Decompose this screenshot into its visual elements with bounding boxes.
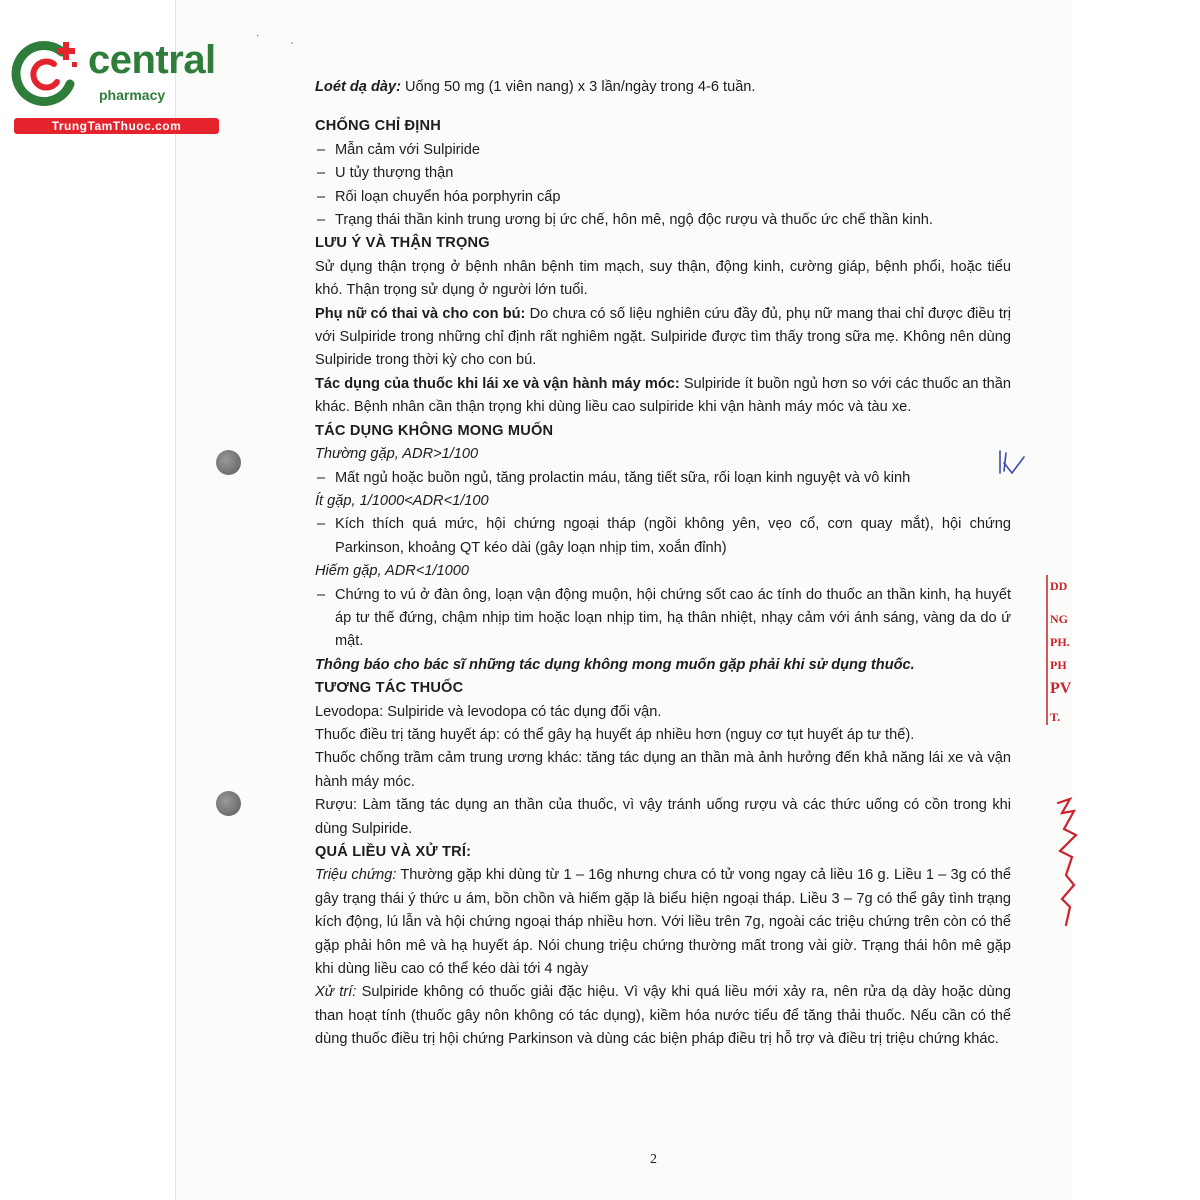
punch-hole	[216, 450, 241, 475]
brand-logo	[10, 38, 215, 138]
adverse-rare-label: Hiếm gặp, ADR<1/1000	[315, 563, 469, 580]
contraindication-item: – Mẫn cảm với Sulpiride	[315, 139, 1011, 162]
stamp-text: PH	[1050, 658, 1067, 672]
adverse-common-label: Thường gặp, ADR>1/100	[315, 446, 479, 463]
logo-name: central	[88, 38, 216, 82]
speck: ·	[256, 30, 260, 41]
overdose-symptoms-paragraph	[315, 864, 1011, 981]
speck: ˏ	[290, 34, 294, 45]
driving-text: Sulpiride ít buồn ngủ hơn so với các thuốc an thần khác. Bệnh nhân cần thận trọng khi dùng liều cao sulpiride khi vận hành máy móc và tàu xe.	[315, 375, 1011, 416]
dosage-text: Uống 50 mg (1 viên nang) x 3 lần/ngày trong 4-6 tuần.	[400, 79, 756, 95]
interactions-heading: TƯƠNG TÁC THUỐC	[315, 680, 464, 697]
adverse-uncommon-item: – Kích thích quá mức, hội chứng ngoại tháp (ngồi không yên, vẹo cổ, cơn quay mắt), hội chứng Parkinson, khoảng QT kéo dài (gây loạn nhịp tim, xoắn đỉnh)	[315, 513, 1011, 560]
stamp-text: NG	[1050, 612, 1068, 626]
contraindications-heading: CHỐNG CHỈ ĐỊNH	[315, 118, 442, 135]
contraindication-item: – Trạng thái thần kinh trung ương bị ức chế, hôn mê, ngộ độc rượu và thuốc ức chế thần kinh.	[315, 209, 1011, 232]
central-pharmacy-logo-icon	[10, 38, 86, 110]
stamp-text: T.	[1050, 710, 1061, 724]
interaction-line: Rượu: Làm tăng tác dụng an thần của thuốc, vì vậy tránh uống rượu và các thức uống có cồn trong khi dùng Sulpiride.	[315, 797, 1011, 837]
right-margin	[1072, 0, 1200, 1200]
overdose-treatment-label: Xử trí:	[315, 984, 357, 1001]
handwritten-initials-icon	[994, 447, 1028, 479]
precautions-heading: LƯU Ý VÀ THẬN TRỌNG	[315, 235, 490, 252]
logo-url: TrungTamThuoc.com	[14, 118, 219, 134]
pregnancy-paragraph	[315, 303, 1011, 373]
interaction-line: Thuốc chống trầm cảm trung ương khác: tăng tác dụng an thần mà ảnh hưởng đến khả năng lái xe và vận hành máy móc.	[315, 750, 1011, 790]
driving-paragraph	[315, 373, 1011, 420]
overdose-symptoms-label: Triệu chứng:	[315, 867, 397, 884]
adverse-heading: TÁC DỤNG KHÔNG MONG MUỐN	[315, 422, 554, 439]
adverse-rare-item: – Chứng to vú ở đàn ông, loạn vận động muộn, hội chứng sốt cao ác tính do thuốc an thần kinh, hạ huyết áp tư thế đứng, chậm nhịp tim hoặc loạn nhịp tim, hạ thân nhiệt, nhạy cảm với ánh sáng, vàng da do ứ mật.	[315, 584, 1011, 654]
left-margin	[0, 0, 176, 1200]
pregnancy-label: Phụ nữ có thai và cho con bú:	[315, 305, 526, 322]
adverse-uncommon-label: Ít gặp, 1/1000<ADR<1/100	[315, 492, 489, 509]
overdose-treatment-text: Sulpiride không có thuốc giải đặc hiệu. Vì vậy khi quá liều mới xảy ra, nên rửa dạ dày hoặc dùng than hoạt tính (thuốc gây nôn không có tác dụng), kiềm hóa nước tiểu để tăng thải thuốc. Nếu cần có thể dùng thuốc điều trị hội chứng Parkinson và dùng các biện pháp điều trị hỗ trợ và điều trị triệu chứng khác.	[315, 984, 1011, 1048]
logo-subtitle: pharmacy	[99, 87, 166, 103]
dosage-paragraph	[315, 76, 1011, 99]
pregnancy-text: Do chưa có số liệu nghiên cứu đầy đủ, phụ nữ mang thai chỉ được điều trị với Sulpiride trong những chỉ định rất nghiêm ngặt. Sulpiride được tìm thấy trong sữa mẹ. Không nên dùng Sulpiride trong thời kỳ cho con bú.	[315, 305, 1011, 369]
interaction-line: Thuốc điều trị tăng huyết áp: có thể gây hạ huyết áp nhiều hơn (nguy cơ tụt huyết áp tư thế).	[315, 726, 915, 743]
page-number: 2	[650, 1152, 657, 1167]
adverse-common-item: – Mất ngủ hoặc buồn ngủ, tăng prolactin máu, tăng tiết sữa, rối loạn kinh nguyệt và vô kinh	[315, 467, 1011, 490]
dosage-label: Loét dạ dày:	[315, 79, 401, 95]
overdose-symptoms-text: Thường gặp khi dùng từ 1 – 16g nhưng chưa có tử vong ngay cả liều 16 g. Liều 1 – 3g có thể gây trạng thái ý thức u ám, bồn chồn và hiếm gặp là biểu hiện ngoại tháp. Liều 3 – 7g có thể gây tình trạng kích động, lú lẫn và hội chứng ngoại tháp nhiều hơn. Với liều trên 7g, ngoài các triệu chứng trên còn có thể gặp phải hôn mê và hạ huyết áp. Nói chung triệu chứng thường mất trong vài giờ. Trạng thái hôn mê gặp khi dùng liều cao có thể kéo dài tới 4 ngày	[315, 867, 1011, 978]
driving-label: Tác dụng của thuốc khi lái xe và vận hành máy móc:	[315, 375, 680, 392]
stamp-text: PV	[1050, 680, 1072, 697]
stamp-fragment	[1050, 575, 1071, 729]
precautions-intro: Sử dụng thận trọng ở bệnh nhân bệnh tim mạch, suy thận, động kinh, cường giáp, bệnh phổi, hoặc tiểu khó. Thận trọng sử dụng ở người lớn tuổi.	[315, 258, 1011, 299]
punch-hole	[216, 791, 241, 816]
document-body	[315, 76, 1011, 1052]
overdose-heading: QUÁ LIỀU VÀ XỬ TRÍ:	[315, 844, 472, 860]
contraindication-item: – U tủy thượng thận	[315, 162, 1011, 185]
contraindication-item: – Rối loạn chuyển hóa porphyrin cấp	[315, 186, 1011, 209]
overdose-treatment-paragraph	[315, 981, 1011, 1051]
adverse-notice: Thông báo cho bác sĩ những tác dụng không mong muốn gặp phải khi sử dụng thuốc.	[315, 656, 915, 673]
red-signature-scribble-icon	[1052, 795, 1082, 945]
interaction-line: Levodopa: Sulpiride và levodopa có tác dụng đối vận.	[315, 703, 662, 720]
stamp-text: DD	[1050, 579, 1068, 593]
stamp-text: PH.	[1050, 635, 1070, 649]
